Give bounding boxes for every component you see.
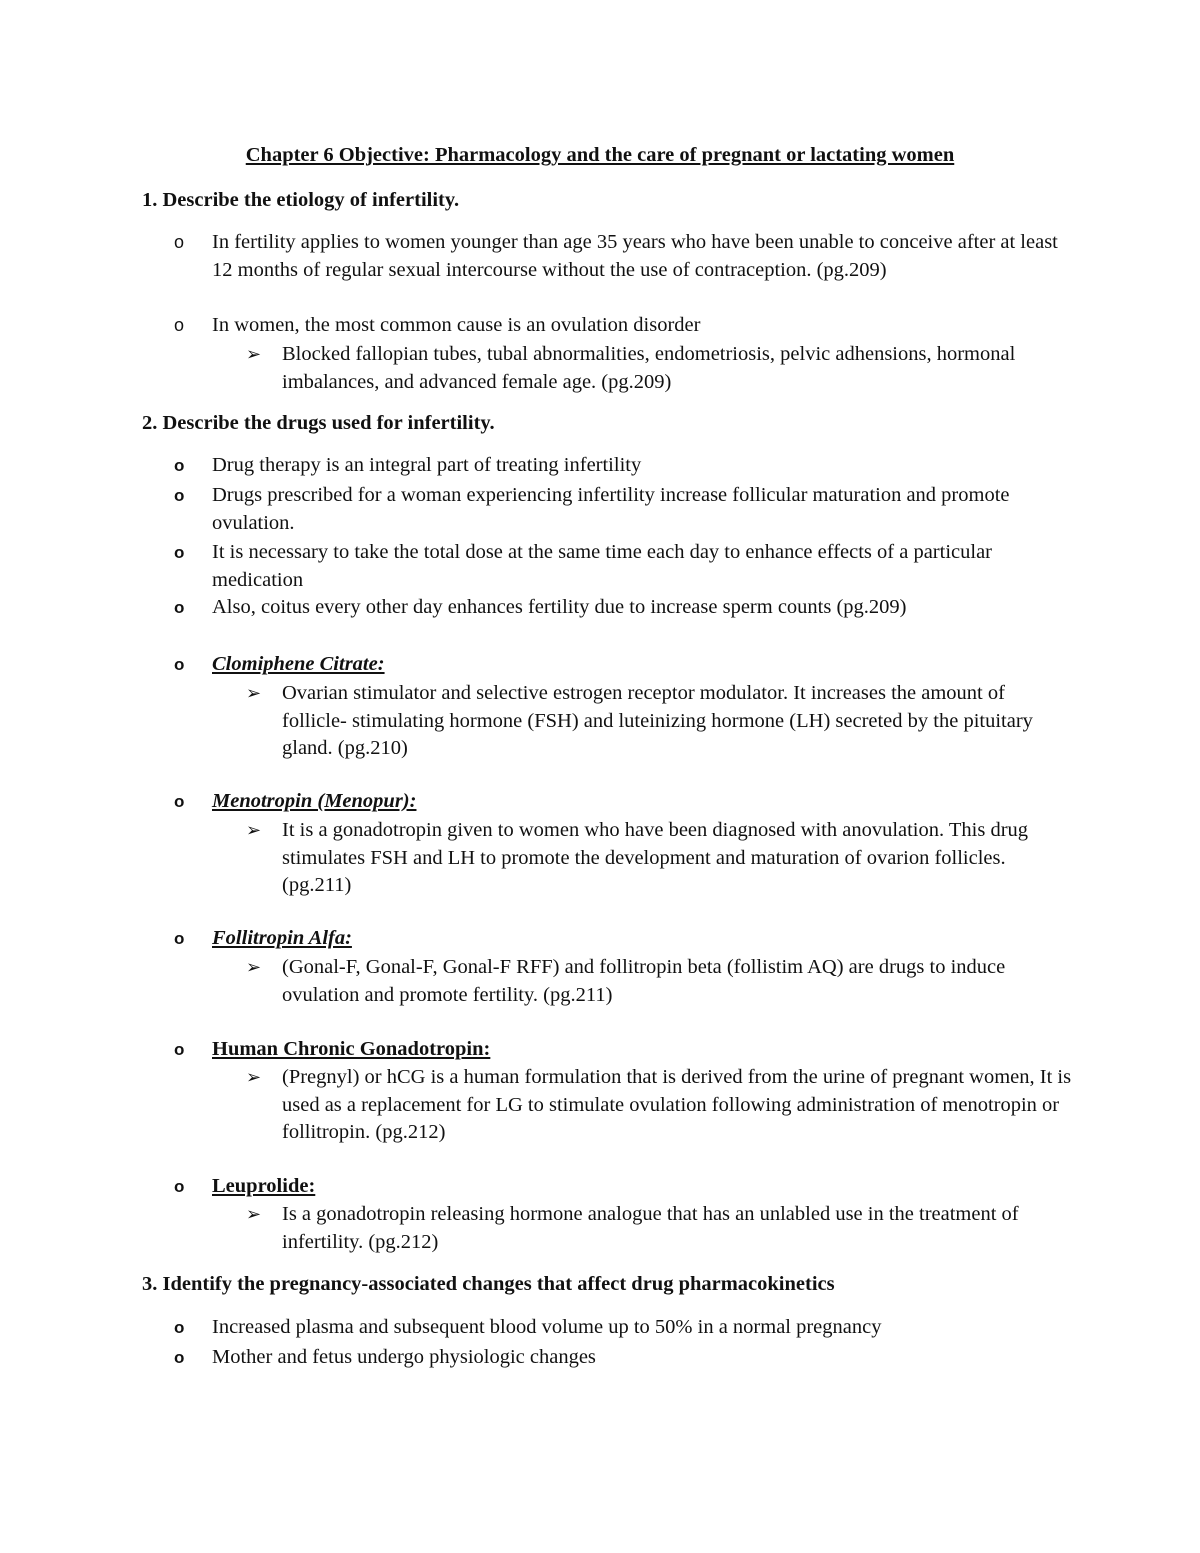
drug-item-clomiphene [174, 651, 1072, 679]
sub-list-item-text: Blocked fallopian tubes, tubal abnormalities, endometriosis, pelvic adhensions, hormonal imbalances, and advanced female age. (pg.209) [282, 343, 1016, 393]
list-item [174, 312, 1072, 340]
bullet-marker: o [174, 1040, 185, 1059]
list-item-text: Drug therapy is an integral part of treating infertility [212, 454, 642, 476]
list-item-text: In fertility applies to women younger than age 35 years who have been unable to conceive after at least 12 months of regular sexual intercourse without the use of contraception. (pg.209) [212, 231, 1058, 281]
list-item [174, 452, 1072, 480]
list-item [174, 539, 1072, 594]
bullet-marker: o [174, 543, 185, 562]
list-item [174, 1314, 1072, 1342]
drug-item-follitropin [174, 925, 1072, 953]
arrow-bullet-icon: ➢ [246, 820, 262, 841]
drug-name: Menotropin (Menopur): [212, 790, 417, 812]
list-item [174, 1344, 1072, 1372]
section-3-heading: 3. Identify the pregnancy-associated changes that affect drug pharmacokinetics [142, 1273, 835, 1295]
bullet-marker: o [174, 486, 185, 505]
sub-list-item [246, 817, 1072, 900]
bullet-marker: o [174, 598, 185, 617]
bullet-marker: o [174, 1318, 185, 1337]
page-title: Chapter 6 Objective: Pharmacology and the care of pregnant or lactating women [245, 144, 955, 166]
drug-item-leuprolide [174, 1173, 1072, 1201]
drug-name: Follitropin Alfa: [212, 927, 352, 949]
list-item-text: It is necessary to take the total dose at the same time each day to enhance effects of a particular medication [212, 541, 992, 591]
drug-name: Human Chronic Gonadotropin: [212, 1038, 491, 1060]
bullet-marker: o [174, 792, 185, 811]
drug-description: (Gonal-F, Gonal-F, Gonal-F RFF) and follitropin beta (follistim AQ) are drugs to induce ovulation and promote fertility. (pg.211) [282, 956, 1006, 1006]
drug-description: It is a gonadotropin given to women who have been diagnosed with anovulation. This drug stimulates FSH and LH to promote the development and maturation of ovarion follicles. (pg.211) [282, 819, 1029, 896]
bullet-marker: o [174, 929, 185, 948]
drug-name: Leuprolide: [212, 1175, 316, 1197]
sub-list-item [246, 1064, 1072, 1147]
drug-description: Ovarian stimulator and selective estrogen receptor modulator. It increases the amount of follicle- stimulating hormone (FSH) and luteinizing hormone (LH) secreted by the pituitary gland. (pg.210) [282, 682, 1033, 759]
bullet-marker: o [174, 655, 185, 674]
section-2-heading: 2. Describe the drugs used for infertility. [142, 412, 495, 434]
list-item-text: Drugs prescribed for a woman experiencing infertility increase follicular maturation and promote ovulation. [212, 484, 1010, 534]
arrow-bullet-icon: ➢ [246, 957, 262, 978]
sub-list-item [246, 680, 1072, 763]
bullet-marker: o [174, 1177, 185, 1196]
list-item-text: In women, the most common cause is an ovulation disorder [212, 314, 701, 336]
list-item [174, 229, 1072, 284]
drug-description: Is a gonadotropin releasing hormone analogue that has an unlabled use in the treatment of infertility. (pg.212) [282, 1203, 1019, 1253]
arrow-bullet-icon: ➢ [246, 683, 262, 704]
bullet-marker: o [174, 315, 185, 335]
list-item-text: Also, coitus every other day enhances fertility due to increase sperm counts (pg.209) [212, 596, 907, 618]
sub-list-item [246, 954, 1072, 1009]
sub-list-item [246, 1201, 1072, 1256]
list-item-text: Mother and fetus undergo physiologic changes [212, 1346, 596, 1368]
section-1-heading: 1. Describe the etiology of infertility. [142, 189, 460, 211]
drug-description: (Pregnyl) or hCG is a human formulation that is derived from the urine of pregnant women, It is used as a replacement for LG to stimulate ovulation following administration of menotropin or follitropin. (pg.212) [282, 1066, 1072, 1143]
drug-name: Clomiphene Citrate: [212, 653, 385, 675]
list-item [174, 594, 1072, 622]
bullet-marker: o [174, 456, 185, 475]
drug-item-menotropin [174, 788, 1072, 816]
arrow-bullet-icon: ➢ [246, 344, 262, 365]
drug-item-hcg [174, 1036, 1072, 1064]
bullet-marker: o [174, 1348, 185, 1367]
arrow-bullet-icon: ➢ [246, 1067, 262, 1088]
list-item [174, 482, 1072, 537]
list-item-text: Increased plasma and subsequent blood volume up to 50% in a normal pregnancy [212, 1316, 882, 1338]
arrow-bullet-icon: ➢ [246, 1204, 262, 1225]
sub-list-item [246, 341, 1072, 396]
bullet-marker: o [174, 232, 185, 252]
